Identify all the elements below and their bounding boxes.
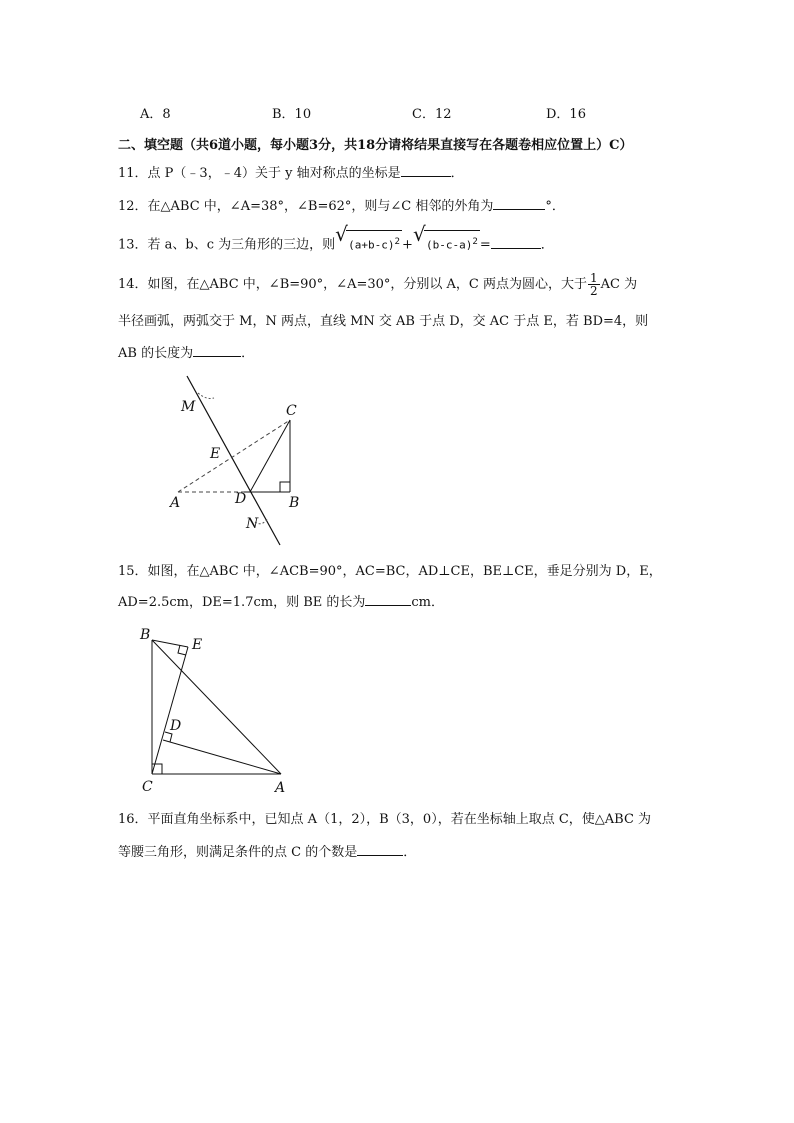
- q14-frac-num: 1: [590, 271, 598, 285]
- question-15-line1: 15．如图，在△ABC 中，∠ACB=90°，AC=BC，AD⊥CE，BE⊥CE，垂足分别为 D，E，: [118, 564, 662, 579]
- q14-line3-text: AB 的长度为: [118, 346, 194, 361]
- q13-pre: 13．若 a、b、c 为三角形的三边，则: [118, 237, 336, 253]
- question-14-line2: 半径画弧，两弧交于 M，N 两点，直线 MN 交 AB 于点 D，交 AC 于点 E，若 BD=4，则: [118, 314, 649, 329]
- label-d: D: [235, 491, 247, 507]
- q14-frac-den: 2: [590, 284, 598, 298]
- figure-2: [135, 622, 295, 797]
- q13-radical-1: [337, 230, 402, 256]
- q13-plus: +: [402, 237, 413, 253]
- q13-equals: =: [479, 237, 491, 253]
- option-d: D．16: [546, 107, 586, 122]
- question-15-line2: [118, 593, 444, 613]
- q16-blank: [357, 843, 403, 856]
- q11-blank: [401, 164, 451, 177]
- q12-text: 12．在△ABC 中，∠A=38°，∠B=62°，则与∠C 相邻的外角为: [118, 199, 494, 214]
- question-16-line1: 16．平面直角坐标系中，已知点 A（1，2），B（3，0），若在坐标轴上取点 C，使△ABC 为: [118, 812, 652, 827]
- q15-line2-text: AD=2.5cm，DE=1.7cm，则 BE 的长为: [118, 595, 366, 610]
- section-title: 二、填空题（共6道小题，每小题3分，共18分请将结果直接写在各题卷相应位置上）C）: [118, 138, 633, 153]
- q16-line2-text: 等腰三角形，则满足条件的点 C 的个数是: [118, 845, 358, 860]
- q14-after: ．: [241, 346, 255, 361]
- q13-exp-1: 2: [394, 236, 401, 247]
- q15-after: cm．: [411, 595, 444, 610]
- question-11: [118, 164, 464, 184]
- q13-blank: [491, 236, 541, 249]
- option-a: A．8: [140, 107, 171, 122]
- question-13: [118, 230, 554, 256]
- option-b: B．10: [272, 107, 312, 122]
- q14-line1-post: AC 为: [600, 277, 638, 292]
- q14-line1-text: 14．如图，在△ABC 中，∠B=90°，∠A=30°，分别以 A，C 两点为圆心，大于: [118, 277, 587, 292]
- q15-blank: [365, 593, 411, 606]
- label-e-2: E: [192, 637, 203, 653]
- question-12: [118, 197, 565, 217]
- label-c-2: C: [142, 779, 153, 795]
- q13-after: ．: [540, 237, 554, 253]
- question-14-line1: [118, 272, 637, 297]
- q13-radical-2: [415, 230, 480, 256]
- label-c: C: [286, 403, 297, 419]
- label-d-2: D: [170, 718, 182, 734]
- q16-after: ．: [403, 845, 417, 860]
- label-b-2: B: [140, 627, 151, 643]
- q13-radicand-1: (a+b-c): [348, 238, 395, 252]
- question-16-line2: [118, 843, 416, 863]
- q13-radicand-2: (b-c-a): [425, 238, 473, 252]
- q13-exp-2: 2: [472, 236, 478, 247]
- label-b: B: [289, 495, 300, 511]
- segment-ce: [152, 647, 188, 774]
- line-mn: [187, 376, 280, 545]
- question-14-line3: [118, 344, 254, 364]
- q14-fraction: [588, 272, 600, 297]
- q11-after: ．: [450, 166, 464, 181]
- q14-blank: [193, 344, 241, 357]
- q11-text: 11．点 P（﹣3，﹣4）关于 y 轴对称点的坐标是: [118, 166, 401, 181]
- option-c: C．12: [412, 107, 452, 122]
- segment-cd: [250, 420, 290, 492]
- label-e: E: [210, 446, 221, 462]
- label-n: N: [246, 516, 259, 532]
- segment-ac: [178, 420, 290, 492]
- q12-blank: [493, 197, 545, 210]
- q12-after: °．: [545, 199, 565, 214]
- arc-m: [198, 393, 214, 398]
- segment-ad-2: [163, 740, 281, 774]
- right-angle-b: [280, 482, 290, 492]
- label-a-2: A: [275, 780, 286, 796]
- figure-1: [160, 370, 300, 550]
- label-m: M: [181, 399, 196, 415]
- label-a: A: [170, 495, 181, 511]
